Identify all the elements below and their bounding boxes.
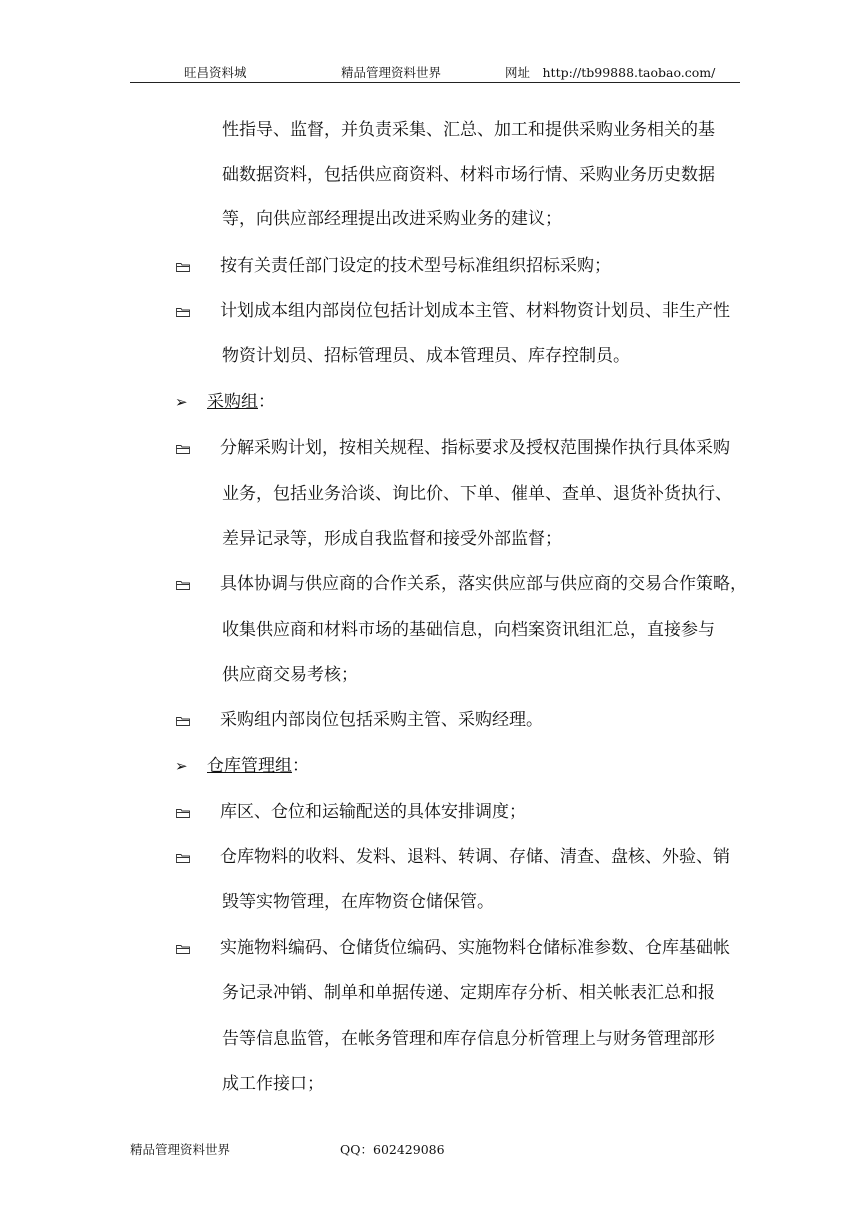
- section-title: 仓库管理组: [207, 756, 292, 776]
- text-line: 告等信息监管，在帐务管理和库存信息分析管理上与财务管理部形: [222, 1029, 715, 1049]
- bullet-text: 按有关责任部门设定的技术型号标准组织招标采购；: [220, 256, 611, 276]
- arrowhead-icon: ➢: [175, 393, 188, 411]
- bullet-text: 仓库物料的收料、发料、退料、转调、存储、清查、盘核、外验、销: [220, 847, 730, 867]
- footer-title: 精品管理资料世界: [130, 1142, 231, 1157]
- text-line: 成工作接口；: [222, 1074, 324, 1094]
- footer-qq: QQ：602429086: [340, 1142, 445, 1157]
- folder-outline-icon: [176, 944, 190, 954]
- folder-outline-icon: [176, 262, 190, 272]
- bullet-text: 实施物料编码、仓储货位编码、实施物料仓储标准参数、仓库基础帐: [220, 938, 730, 958]
- page-footer: [130, 1140, 740, 1160]
- text-line: 性指导、监督，并负责采集、汇总、加工和提供采购业务相关的基: [222, 120, 715, 140]
- bullet-text: 具体协调与供应商的合作关系，落实供应部与供应商的交易合作策略，: [220, 574, 747, 594]
- text-line: 等，向供应部经理提出改进采购业务的建议；: [222, 209, 562, 229]
- text-line: 供应商交易考核；: [222, 665, 358, 685]
- bullet-text: 库区、仓位和运输配送的具体安排调度；: [220, 802, 526, 822]
- arrowhead-icon: ➢: [175, 757, 188, 775]
- page-header: [130, 60, 740, 83]
- bullet-text: 采购组内部岗位包括采购主管、采购经理。: [220, 710, 543, 730]
- text-line: 础数据资料，包括供应商资料、材料市场行情、采购业务历史数据: [222, 165, 715, 185]
- section-title: 采购组: [207, 392, 258, 412]
- folder-outline-icon: [176, 307, 190, 317]
- header-title: 精品管理资料世界: [341, 65, 442, 80]
- folder-outline-icon: [176, 853, 190, 863]
- header-site-name: 旺昌资料城: [184, 65, 247, 80]
- text-line: 业务，包括业务洽谈、询比价、下单、催单、查单、退货补货执行、: [222, 484, 732, 504]
- folder-outline-icon: [176, 444, 190, 454]
- section-colon: ：: [258, 392, 275, 412]
- section-colon: ：: [292, 756, 309, 776]
- text-line: 务记录冲销、制单和单据传递、定期库存分析、相关帐表汇总和报: [222, 983, 715, 1003]
- bullet-text: 计划成本组内部岗位包括计划成本主管、材料物资计划员、非生产性: [220, 301, 730, 321]
- text-line: 毁等实物管理，在库物资仓储保管。: [222, 892, 494, 912]
- bullet-text: 分解采购计划，按相关规程、指标要求及授权范围操作执行具体采购: [220, 438, 730, 458]
- folder-outline-icon: [176, 716, 190, 726]
- header-url: 网址 http://tb99888.taobao.com/: [505, 65, 716, 80]
- text-line: 差异记录等，形成自我监督和接受外部监督；: [222, 529, 562, 549]
- text-line: 收集供应商和材料市场的基础信息，向档案资讯组汇总，直接参与: [222, 620, 715, 640]
- folder-outline-icon: [176, 808, 190, 818]
- text-line: 物资计划员、招标管理员、成本管理员、库存控制员。: [222, 346, 630, 366]
- folder-outline-icon: [176, 580, 190, 590]
